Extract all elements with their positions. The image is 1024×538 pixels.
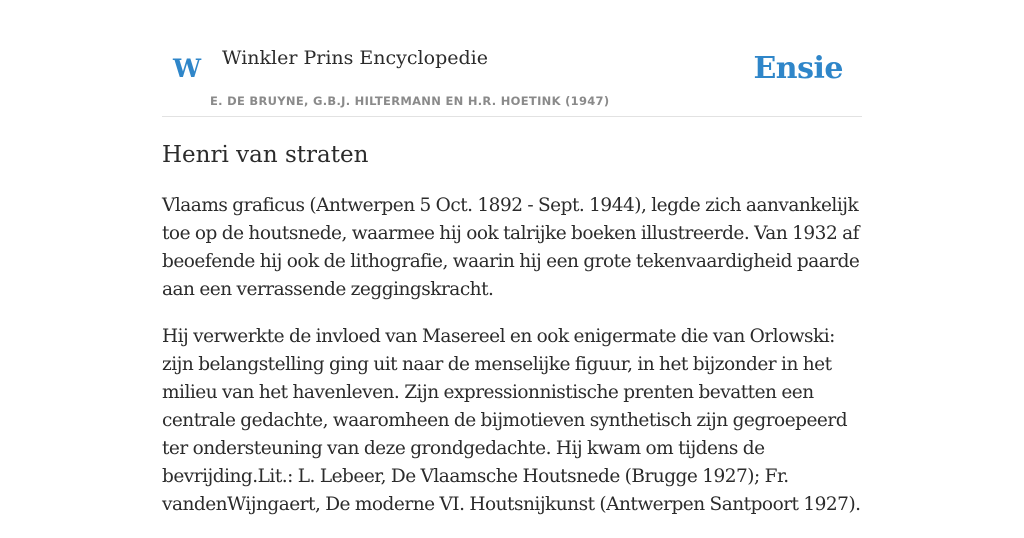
entry-body bbox=[162, 192, 862, 538]
book-authors: E. DE BRUYNE, G.B.J. HILTERMANN EN H.R. HOETINK (1947) bbox=[210, 94, 610, 108]
book-title[interactable]: Winkler Prins Encyclopedie bbox=[222, 47, 488, 69]
page-container bbox=[162, 0, 862, 515]
site-header bbox=[162, 0, 862, 117]
ensie-brand-logo[interactable]: Ensie bbox=[753, 51, 843, 86]
entry-paragraph: Vlaams graficus (Antwerpen 5 Oct. 1892 - Sept. 1944), legde zich aanvankelijk toe op de houtsnede, waarmee hij ook talrijke boeken illustreerde. Van 1932 af beoefende hij ook de lithografie, waarin hij een grote tekenvaardigheid paarde aan een verrassende zeggingskracht. bbox=[162, 195, 860, 300]
entry-title: Henri van straten bbox=[162, 142, 369, 168]
encyclopedia-logo[interactable]: W bbox=[173, 54, 202, 83]
entry-paragraph: Hij verwerkte de invloed van Masereel en ook enigermate die van Orlowski: zijn belangstelling ging uit naar de menselijke figuur, in het bijzonder in het milieu van het havenleven. Zijn expressionnistische prenten bevatten een centrale gedachte, waaromheen de bijmotieven synthetisch zijn gegroepeerd ter ondersteuning van deze grondgedachte. Hij kwam om tijdens de bevrijding.Lit.: L. Lebeer, De Vlaamsche Houtsnede (Brugge 1927); Fr. vandenWijngaert, De moderne VI. Houtsnijkunst (Antwerpen Santpoort 1927). bbox=[162, 326, 861, 515]
